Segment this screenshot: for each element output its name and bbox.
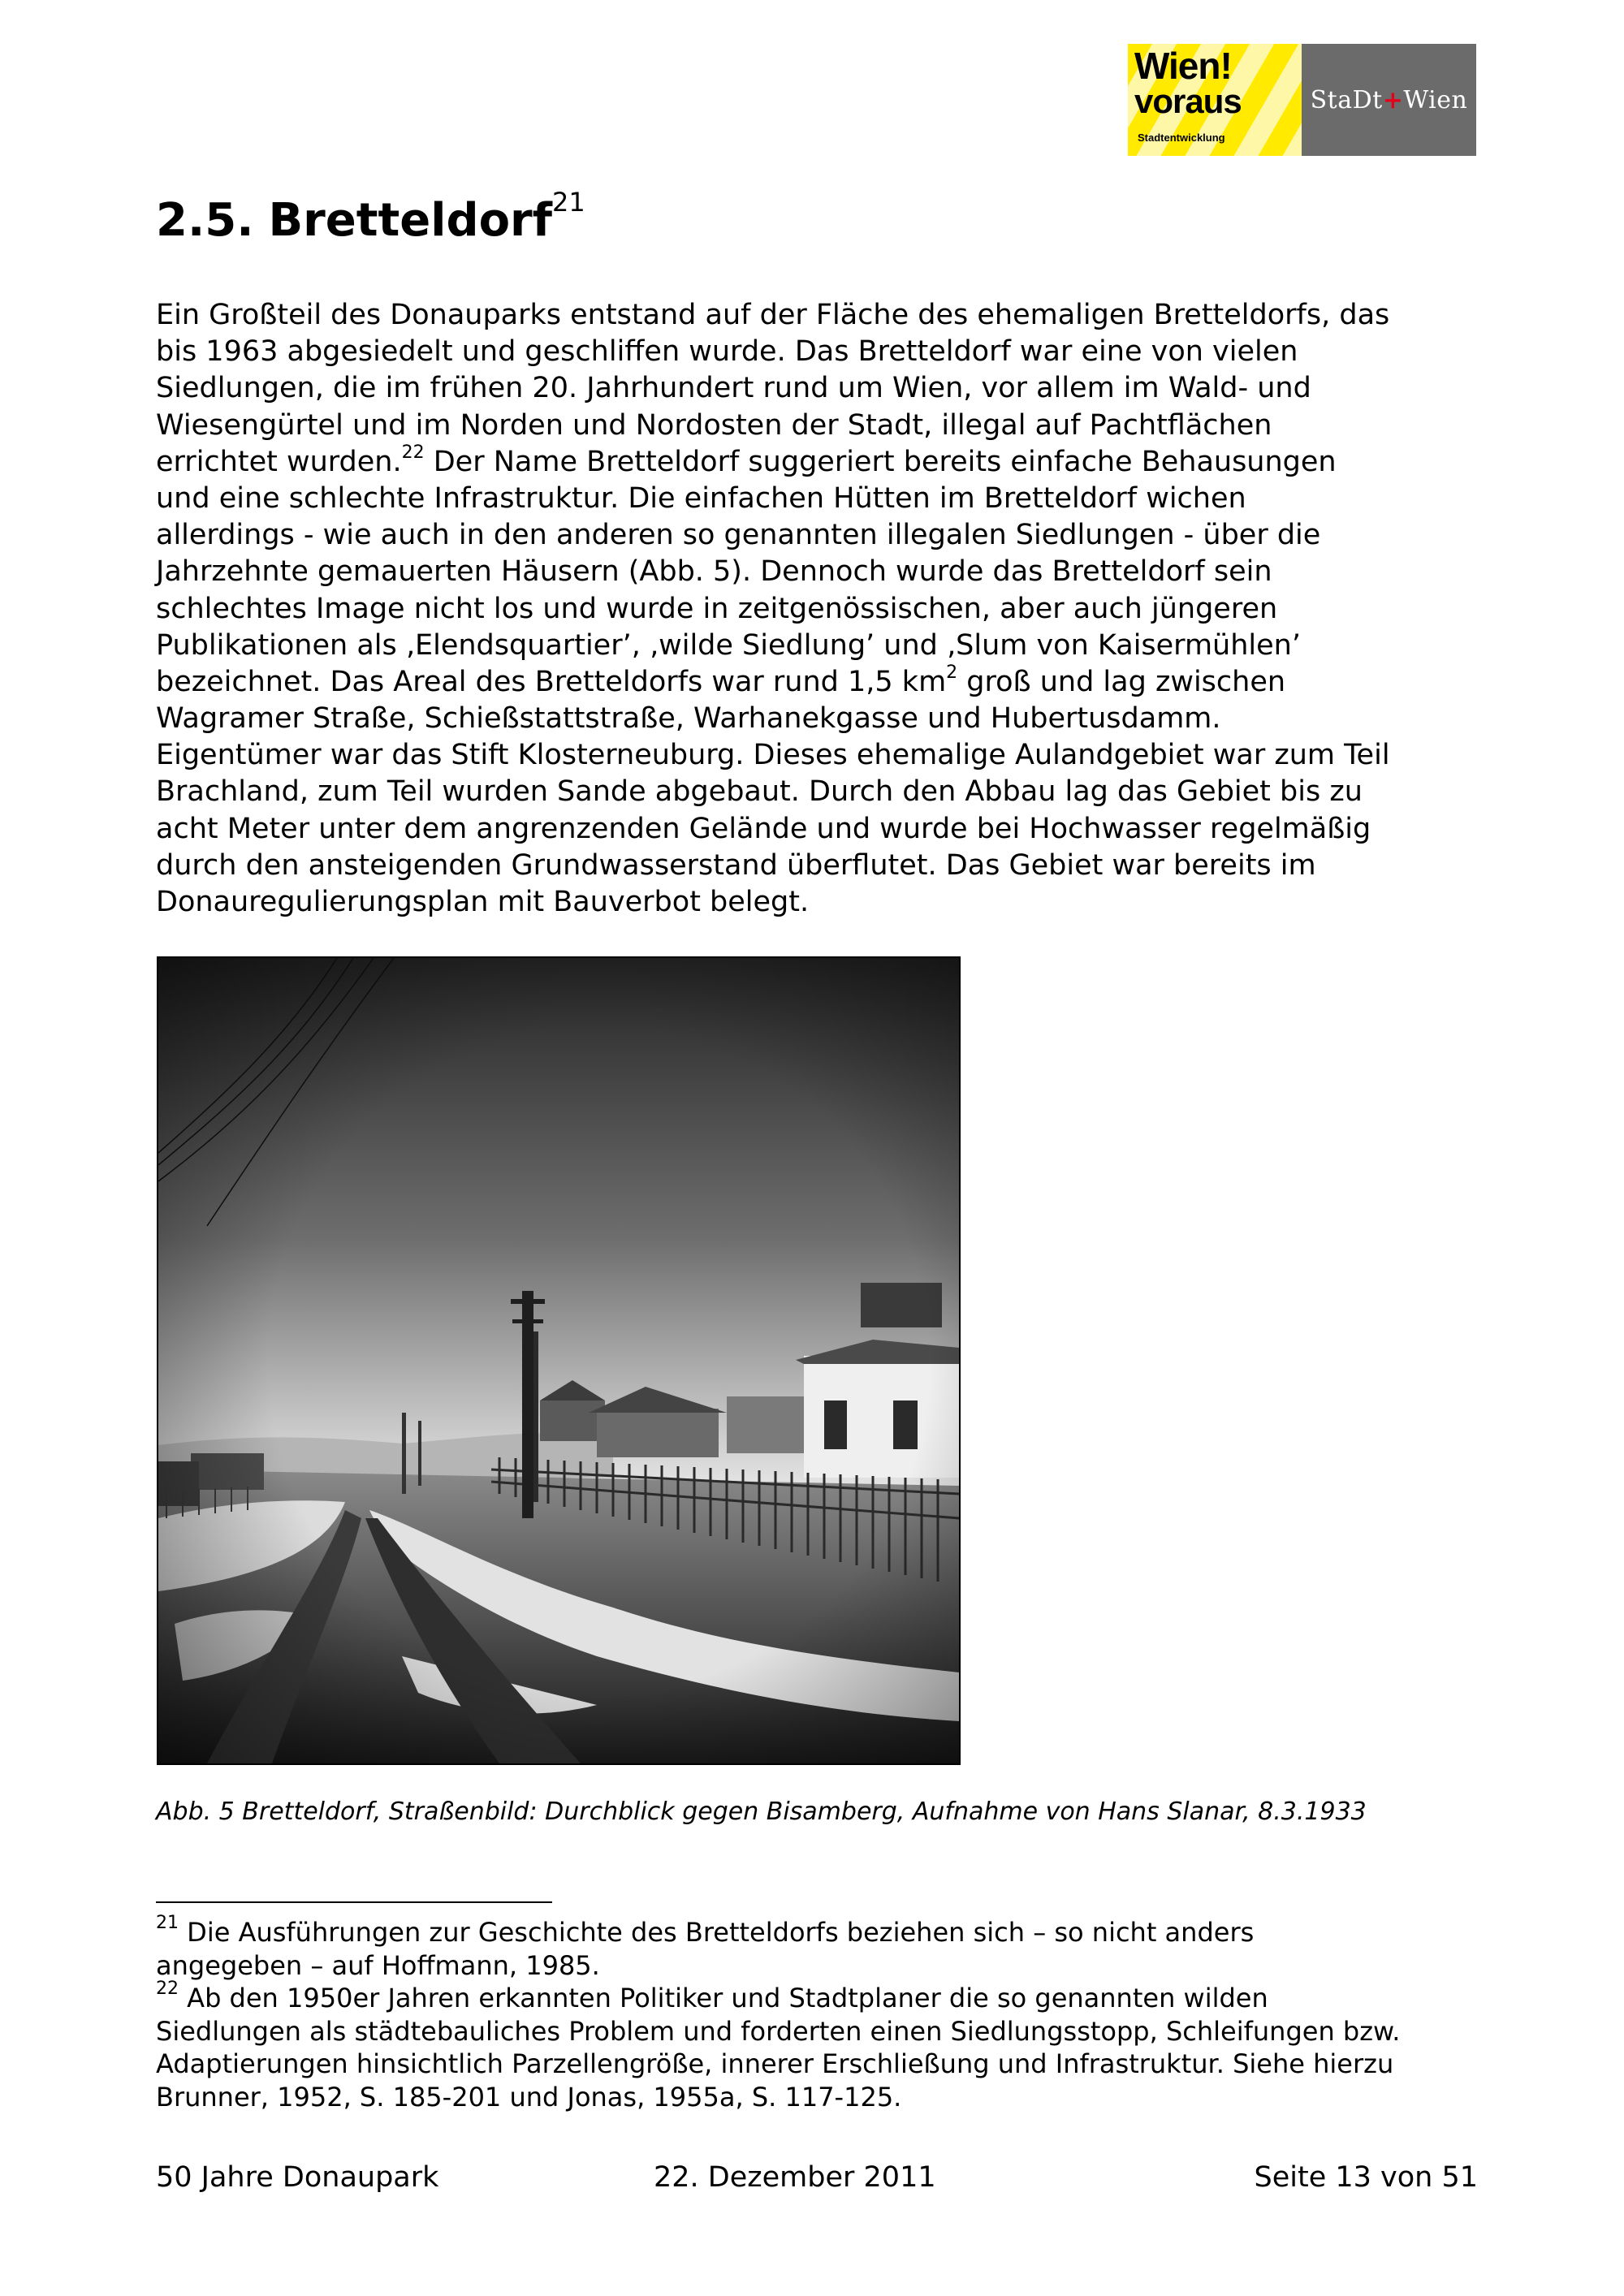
footnote-line: angegeben – auf Hoffmann, 1985. [156, 1949, 600, 1981]
body-line: Wiesengürtel und im Norden und Nordosten der Stadt, illegal auf Pachtflächen [156, 408, 1272, 442]
street-scene-illustration [158, 958, 959, 1763]
body-paragraph [156, 297, 1488, 921]
body-line: schlechtes Image nicht los und wurde in zeitgenössischen, aber auch jüngeren [156, 592, 1278, 625]
footer-title: 50 Jahre Donaupark [156, 2161, 439, 2194]
footnotes [156, 1913, 1488, 2113]
footnote-line: Adaptierungen hinsichtlich Parzellengröße, innerer Erschließung und Infrastruktur. Siehe hierzu [156, 2048, 1394, 2079]
footer-date: 22. Dezember 2011 [654, 2161, 936, 2194]
footer-page-number: Seite 13 von 51 [1254, 2161, 1478, 2194]
wien-voraus-logo [1128, 44, 1302, 156]
body-line: acht Meter unter dem angrenzenden Gelände und wurde bei Hochwasser regelmäßig [156, 812, 1371, 845]
logo-wien-sub: Stadtentwicklung [1138, 132, 1225, 144]
logo-wien-line1: Wien! [1134, 45, 1232, 87]
logo-wien-line2: voraus [1134, 82, 1242, 120]
footnote-22 [156, 1979, 1488, 2113]
footnote-text: Die Ausführungen zur Geschichte des Bretteldorfs beziehen sich – so nicht anders [179, 1917, 1255, 1948]
footnote-number: 21 [156, 1913, 179, 1933]
body-line: Publikationen als ‚Elendsquartier’, ‚wilde Siedlung’ und ‚Slum von Kaisermühlen’ [156, 628, 1301, 662]
logo-cross-icon: + [1382, 85, 1404, 114]
stadt-wien-logo [1302, 44, 1476, 156]
footnote-line: Brunner, 1952, S. 185-201 und Jonas, 1955a, S. 117-125. [156, 2081, 902, 2113]
body-line: und eine schlechte Infrastruktur. Die einfachen Hütten im Bretteldorf wichen [156, 481, 1246, 515]
section-title: Bretteldorf [268, 194, 553, 247]
body-line: Wagramer Straße, Schießstattstraße, Warhanekgasse und Hubertusdamm. [156, 702, 1221, 736]
body-line-part: Der Name Bretteldorf suggeriert bereits einfache Behausungen [424, 445, 1337, 478]
footnote-21 [156, 1913, 1488, 1982]
body-line [156, 664, 1488, 701]
superscript-2: 2 [946, 662, 958, 683]
historic-photo [157, 956, 961, 1765]
footnote-text: Ab den 1950er Jahren erkannten Politiker und Stadtplaner die so genannten wilden [179, 1983, 1268, 2013]
footnote-ref-22: 22 [401, 442, 425, 463]
body-line: bis 1963 abgesiedelt und geschliffen wurde. Das Bretteldorf war eine von vielen [156, 335, 1298, 369]
body-line-part: bezeichnet. Das Areal des Bretteldorfs war rund 1,5 km [156, 665, 947, 698]
logo-stadt-a: StaDt [1310, 85, 1383, 114]
footnote-ref-21: 21 [552, 187, 585, 218]
body-line: Eigentümer war das Stift Klosterneuburg. Dieses ehemalige Aulandgebiet war zum Teil [156, 739, 1390, 772]
body-line: Ein Großteil des Donauparks entstand auf der Fläche des ehemaligen Bretteldorfs, das [156, 299, 1390, 331]
logo-stadt-b: Wien [1403, 85, 1468, 114]
footnote-divider [156, 1901, 552, 1903]
body-line: Donauregulierungsplan mit Bauverbot belegt. [156, 886, 810, 918]
figure-caption: Abb. 5 Bretteldorf, Straßenbild: Durchblick gegen Bisamberg, Aufnahme von Hans Slanar, 8.3.1933 [156, 1798, 1367, 1826]
section-number: 2.5. [156, 194, 254, 247]
section-heading [156, 188, 585, 253]
footnote-line [156, 1913, 1488, 1949]
body-line: durch den ansteigenden Grundwasserstand überflutet. Das Gebiet war bereits im [156, 848, 1316, 882]
body-line: Brachland, zum Teil wurden Sande abgebaut. Durch den Abbau lag das Gebiet bis zu [156, 775, 1363, 809]
body-line: Siedlungen, die im frühen 20. Jahrhundert rund um Wien, vor allem im Wald- und [156, 372, 1311, 405]
body-line: Jahrzehnte gemauerten Häusern (Abb. 5). Dennoch wurde das Bretteldorf sein [156, 555, 1272, 589]
body-line-part: groß und lag zwischen [957, 665, 1286, 698]
footnote-number: 22 [156, 1979, 179, 1999]
body-line-part: errichtet wurden. [156, 445, 402, 478]
body-line: allerdings - wie auch in den anderen so genannten illegalen Siedlungen - über die [156, 519, 1321, 552]
body-line [156, 444, 1488, 481]
footnote-line: Siedlungen als städtebauliches Problem und forderten einen Siedlungsstopp, Schleifungen bzw. [156, 2015, 1401, 2047]
footnote-line [156, 1979, 1488, 2015]
